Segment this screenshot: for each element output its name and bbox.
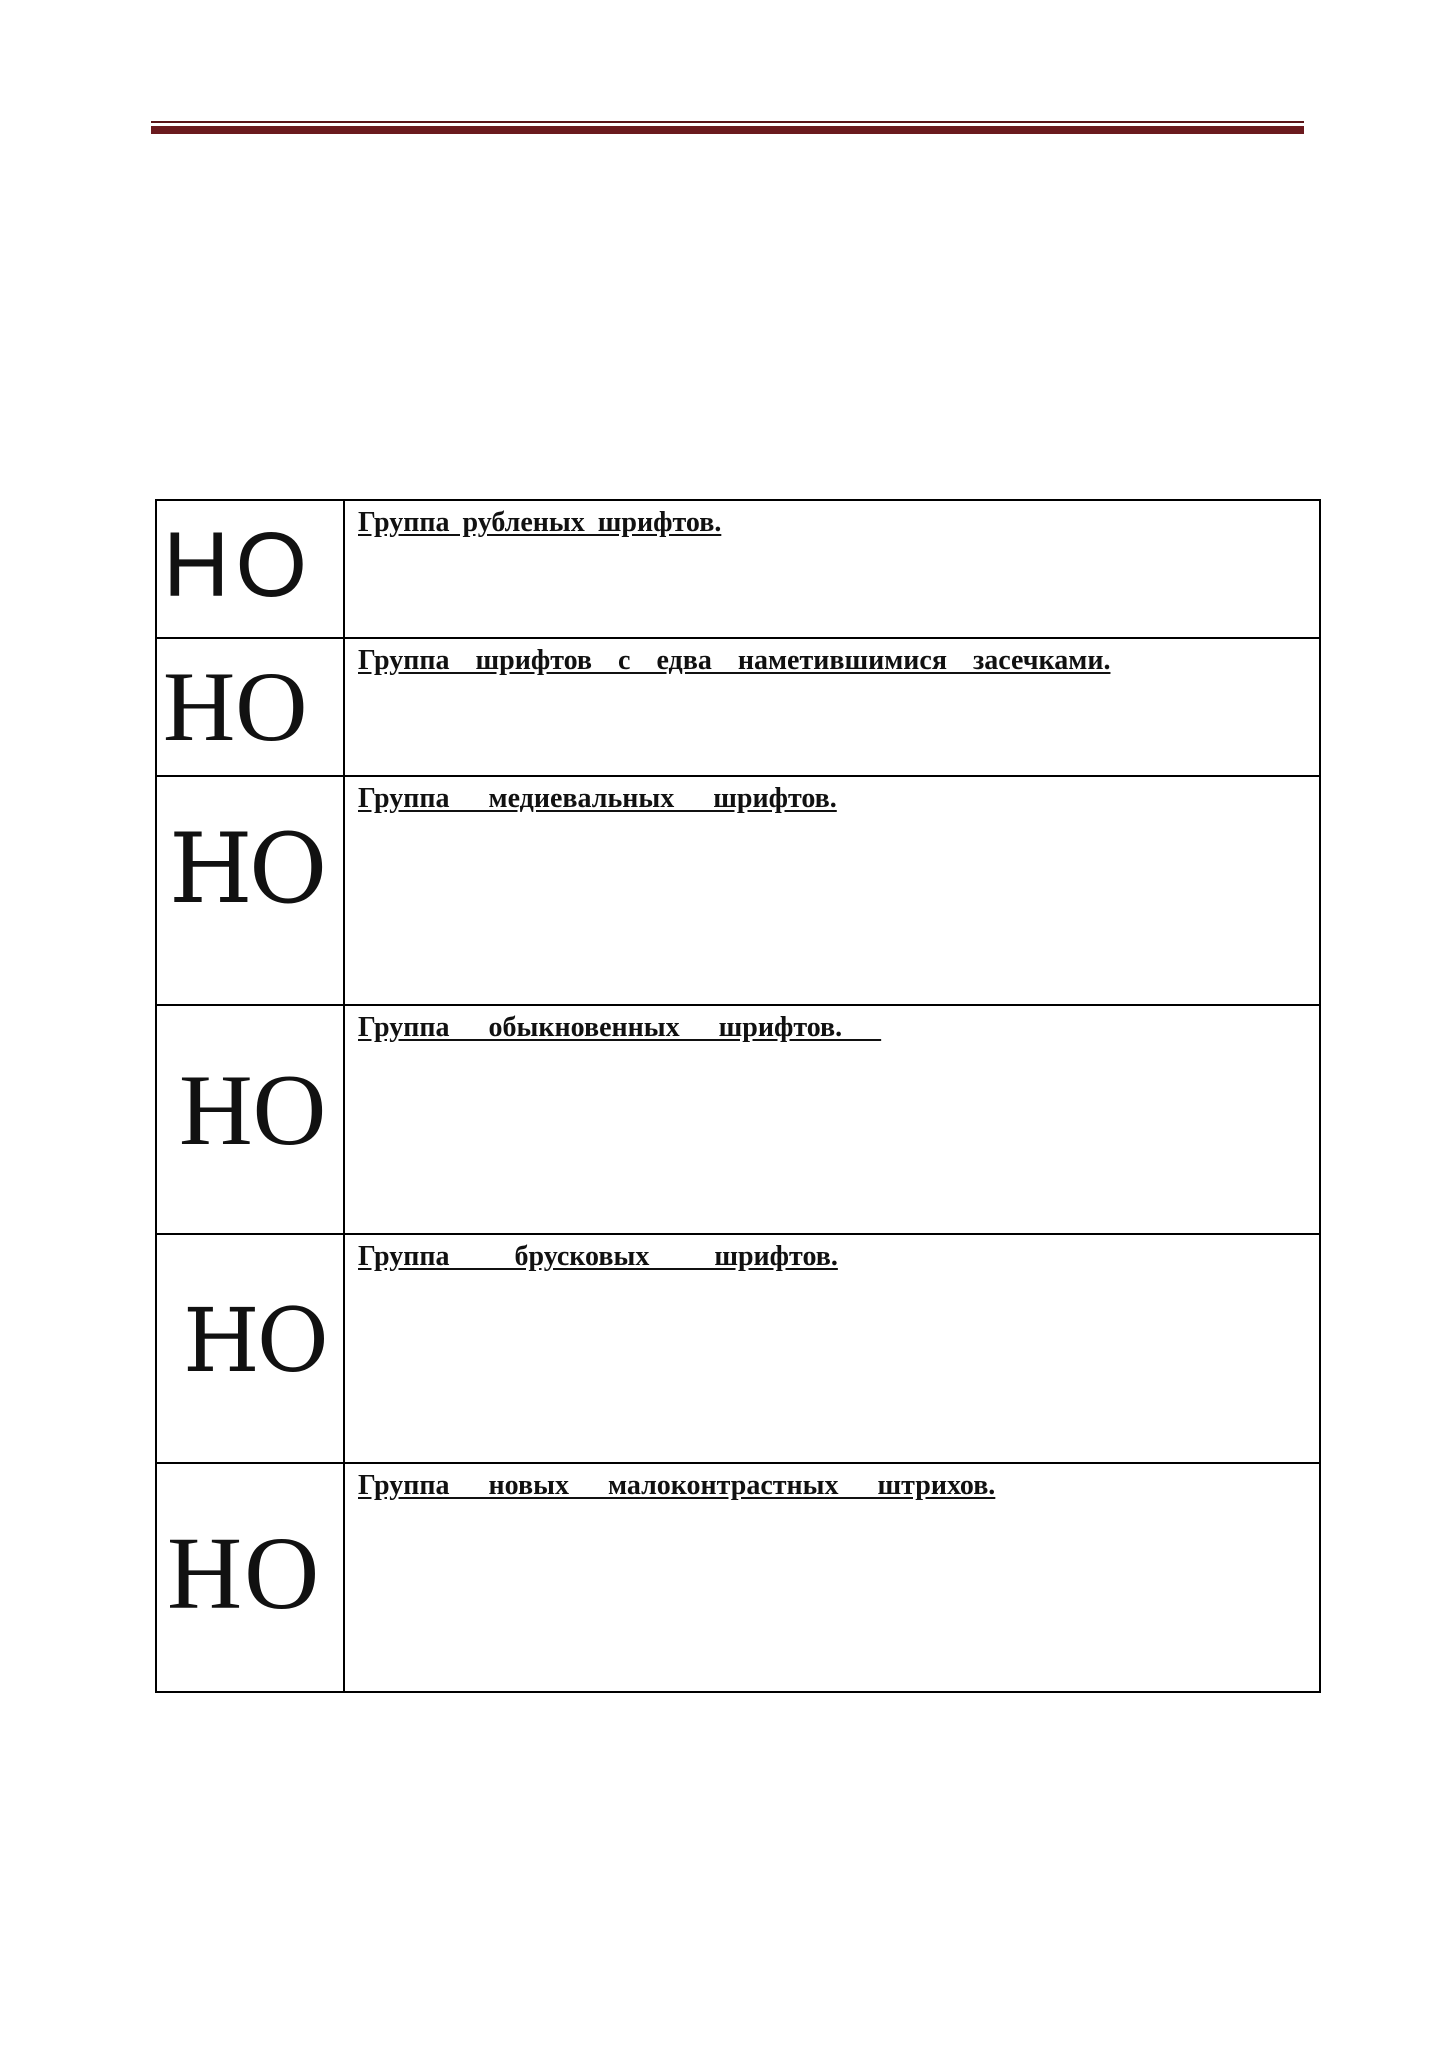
font-sample-cell <box>156 776 344 1005</box>
group-label: Группа брусковых шрифтов. <box>358 1241 838 1272</box>
group-label: Группа шрифтов с едва наметившимися засечками. <box>358 645 1111 676</box>
group-label: Группа медиевальных шрифтов. <box>358 783 837 814</box>
font-sample-cell <box>156 500 344 638</box>
group-label-cell <box>344 1005 1320 1234</box>
font-sample-cell <box>156 1234 344 1463</box>
table-row <box>156 638 1320 776</box>
group-label-cell <box>344 1234 1320 1463</box>
group-label-cell <box>344 1463 1320 1692</box>
group-label: Группа рубленых шрифтов. <box>358 507 722 538</box>
font-sample-low-contrast: HO <box>167 1516 322 1631</box>
table-row <box>156 1005 1320 1234</box>
table-row <box>156 776 1320 1005</box>
group-label-cell <box>344 500 1320 638</box>
header-rule-thick-line <box>151 126 1304 134</box>
font-sample-medieval: HO <box>169 813 324 925</box>
group-label: Группа новых малоконтрастных штрихов. <box>358 1470 996 1501</box>
header-rule-thin-line <box>151 121 1304 123</box>
font-sample-sans: HO <box>163 514 313 616</box>
table-row <box>156 500 1320 638</box>
font-sample-serif: HO <box>163 651 308 762</box>
font-sample-cell <box>156 1463 344 1692</box>
header-rule <box>151 121 1304 135</box>
font-groups-table <box>155 499 1321 1693</box>
group-label-cell <box>344 776 1320 1005</box>
group-label-cell <box>344 638 1320 776</box>
table-row <box>156 1463 1320 1692</box>
font-sample-slab: HO <box>183 1289 326 1392</box>
table-row <box>156 1234 1320 1463</box>
font-sample-cell <box>156 1005 344 1234</box>
font-sample-cell <box>156 638 344 776</box>
font-sample-ordinary: HO <box>179 1054 327 1167</box>
group-label: Группа обыкновенных шрифтов. <box>358 1012 882 1043</box>
